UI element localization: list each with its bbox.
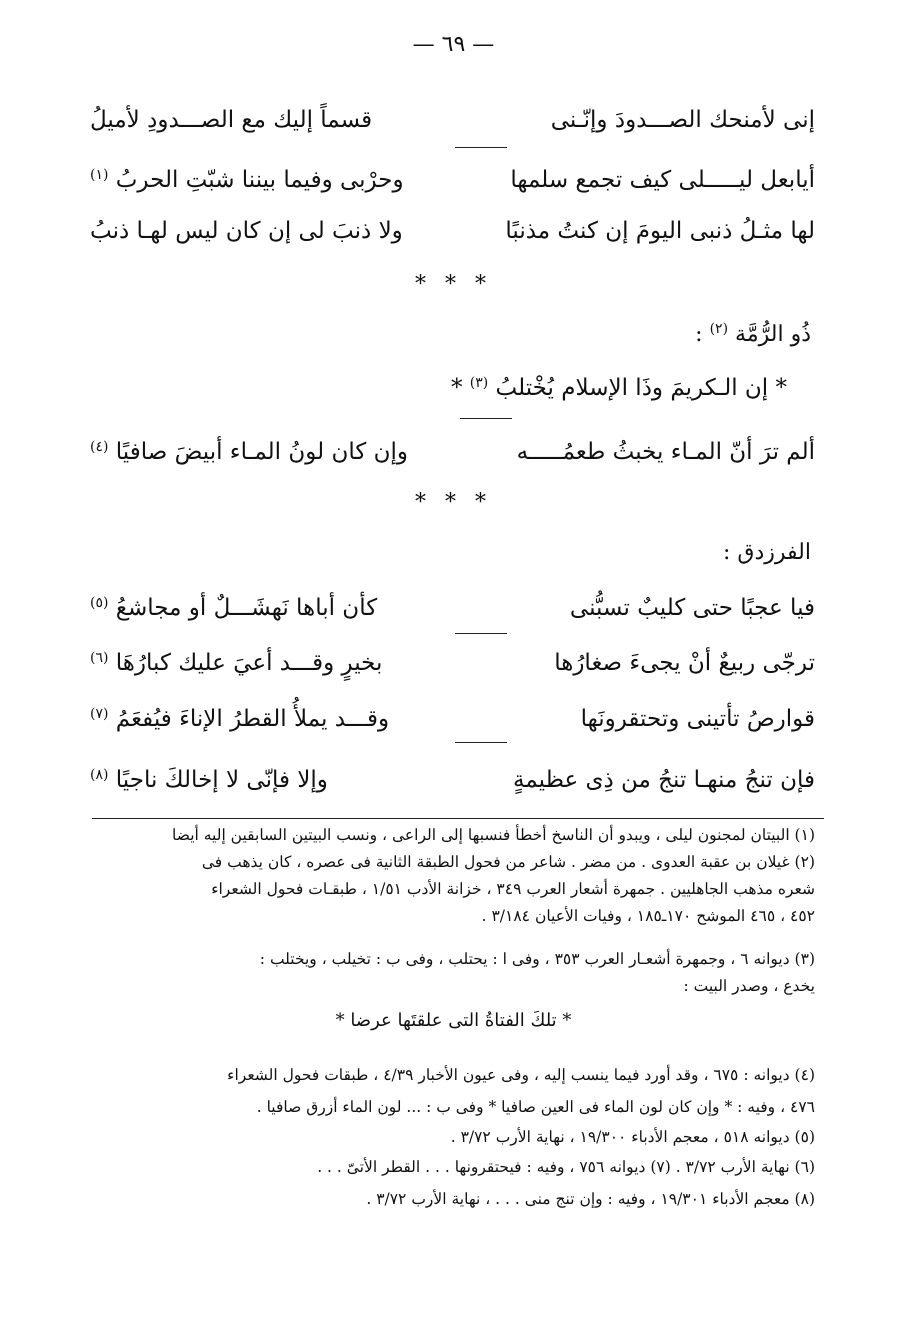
footnote-rule xyxy=(92,818,824,819)
footnote-line: يخدع ، وصدر البيت : xyxy=(683,977,815,995)
verse-line xyxy=(90,693,815,745)
verse-divider xyxy=(455,633,507,634)
verse-second-hemistich: بخيرٍ وقـــد أعيَ عليك كبارُهَا $^{(٦)}$ xyxy=(90,650,383,676)
verse-line xyxy=(90,94,815,146)
verse-line xyxy=(90,154,815,206)
section-separator: * * * xyxy=(415,490,492,515)
verse-divider xyxy=(455,742,507,743)
verse-second-hemistich: قسماً إليك مع الصـــدودِ لأميلُ xyxy=(90,107,373,133)
verse-first-hemistich: ألم ترَ أنّ المـاء يخبثُ طعمُـــــه xyxy=(516,439,815,465)
verse-first-hemistich: أيابعل ليـــــلى كيف تجمع سلمها xyxy=(510,167,815,193)
verse-second-hemistich: وإن كان لونُ المـاء أبيضَ صافيًا $^{(٤)}$ xyxy=(90,439,408,465)
page-number: — ٦٩ — xyxy=(412,32,495,57)
section-separator: * * * xyxy=(415,272,492,297)
verse-first-hemistich: إنى لأمنحك الصـــدودَ وإنّـنى xyxy=(550,107,815,133)
verse-second-hemistich: وإلا فإنّى لا إخالكَ ناجيًا $^{(٨)}$ xyxy=(90,767,328,793)
footnote-ref: (٢) xyxy=(709,321,729,337)
verse-line xyxy=(90,205,815,257)
verse-line xyxy=(90,637,815,689)
footnote-ref: (٨) xyxy=(90,767,109,783)
verse-first-hemistich: قوارصُ تأتينى وتحتقرونَها xyxy=(580,706,815,732)
verse-first-hemistich: فيا عجبًا حتى كليبٌ تسبُّنى xyxy=(569,595,815,621)
verse-line xyxy=(90,754,815,806)
verse-second-hemistich: ولا ذنبَ لى إن كان ليس لهـا ذنبُ xyxy=(90,218,403,244)
verse-second-hemistich: كأن أباها نَهشَـــلٌ أو مجاشعُ $^{(٥)}$ xyxy=(90,595,378,621)
verse-divider xyxy=(460,418,512,419)
footnote-ref: (٤) xyxy=(90,439,109,455)
single-hemistich: * إن الـكريمَ وذَا الإسلام يُخْتلبُ $^{(٣)}$ * xyxy=(450,375,787,401)
footnote-quote: * تلكَ الفتاةُ التى علقتَها عرضا * xyxy=(335,1010,572,1031)
footnote-line: ٤٥٢ ، ٤٦٥ الموشح ١٧٠ـ١٨٥ ، وفيات الأعيان ٣/١٨٤ . xyxy=(481,907,815,925)
poet-heading: ذُو الرُّمَّة $^{(٢)}$ : xyxy=(695,321,811,347)
footnote-ref: (٦) xyxy=(90,650,109,666)
footnote-line: (٤) ديوانه : ٦٧٥ ، وقد أورد فيما ينسب إليه ، وفى عيون الأخبار ٤/٣٩ ، طبقات فحول الشعراء xyxy=(227,1066,815,1084)
footnote-line: (٨) معجم الأدباء ١٩/٣٠١ ، وفيه : وإن تنج منى . . . ، نهاية الأرب ٣/٧٢ . xyxy=(366,1190,815,1208)
footnote-ref: (١) xyxy=(90,167,109,183)
footnote-line: شعره مذهب الجاهليين . جمهرة أشعار العرب ٣٤٩ ، خزانة الأدب ١/٥١ ، طبقـات فحول الشعراء xyxy=(211,880,815,898)
verse-second-hemistich: وحرْبى وفيما بيننا شبّتِ الحربُ $^{(١)}$ xyxy=(90,167,404,193)
verse-second-hemistich: وقـــد يملأُ القطرُ الإناءَ فيُفعَمُ $^{(٧)}$ xyxy=(90,706,390,732)
footnote-ref: (٣) xyxy=(469,375,489,391)
footnote-line: (٦) نهاية الأرب ٣/٧٢ . (٧) ديوانه ٧٥٦ ، وفيه : فيحتقرونها . . . القطر الأتىّ . . . xyxy=(317,1158,815,1176)
verse-divider xyxy=(455,147,507,148)
verse-line xyxy=(90,582,815,634)
footnote-line: ٤٧٦ ، وفيه : * وإن كان لون الماء فى العين صافيا * وفى ب : ... لون الماء أزرق صافيا . xyxy=(256,1098,815,1116)
verse-first-hemistich: ترجّى ربيعٌ أنْ يجىءَ صغارُها xyxy=(554,650,815,676)
verse-first-hemistich: فإن تنجُ منهـا تنجُ من ذِى عظيمةٍ xyxy=(513,767,815,793)
footnote-ref: (٧) xyxy=(90,706,109,722)
footnote-line: (٣) ديوانه ٦ ، وجمهرة أشعـار العرب ٣٥٣ ، وفى ا : يحتلب ، وفى ب : تخيلب ، ويختلب : xyxy=(259,950,815,968)
verse-line xyxy=(90,426,815,478)
poet-heading: الفرزدق : xyxy=(723,540,811,565)
footnote-ref: (٥) xyxy=(90,595,109,611)
footnote-line: (١) البيتان لمجنون ليلى ، ويبدو أن الناسخ أخطأ فنسبها إلى الراعى ، ونسب البيتين السابقين إليه أيضا xyxy=(172,826,815,844)
footnote-line: (٥) ديوانه ٥١٨ ، معجم الأدباء ١٩/٣٠٠ ، نهاية الأرب ٣/٧٢ . xyxy=(450,1128,815,1146)
footnote-line: (٢) غيلان بن عقبة العدوى . من مضر . شاعر من فحول الطبقة الثانية فى عصره ، كان يذهب فى xyxy=(201,853,815,871)
verse-first-hemistich: لها مثـلُ ذنبى اليومَ إن كنتُ مذنبًا xyxy=(505,218,815,244)
